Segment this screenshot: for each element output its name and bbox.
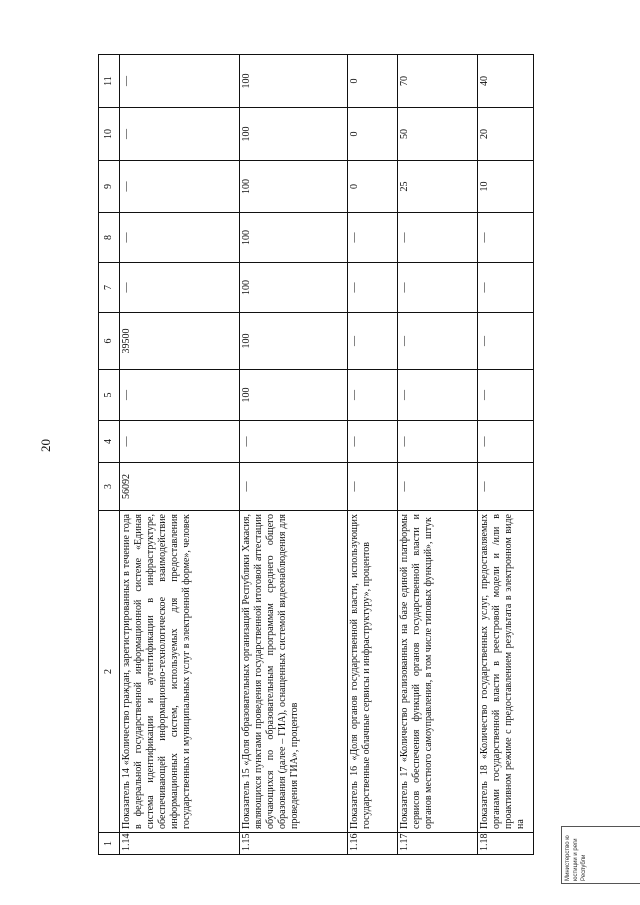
indicator-table <box>98 54 534 855</box>
header-cell: 2 <box>99 511 120 833</box>
header-cell: 5 <box>99 370 120 421</box>
row-value: — <box>120 421 240 463</box>
row-value: 0 <box>348 161 398 213</box>
row-value: — <box>398 213 478 263</box>
row-value: — <box>398 370 478 421</box>
row-value: — <box>120 161 240 213</box>
row-value: 100 <box>240 313 348 370</box>
rotated-table-container <box>98 55 534 855</box>
row-description: Показатель 16 «Доля органов государственной власти, использующих государственные облачные сервисы и инфраструктуру», процентов <box>348 511 398 833</box>
row-id: 1.14 <box>120 833 240 855</box>
row-value: 100 <box>240 161 348 213</box>
row-value: — <box>348 263 398 313</box>
row-value: 70 <box>398 55 478 108</box>
row-value: 0 <box>348 108 398 161</box>
table-row <box>348 55 398 855</box>
header-cell: 11 <box>99 55 120 108</box>
row-value: — <box>348 213 398 263</box>
row-id: 1.17 <box>398 833 478 855</box>
page-number: 20 <box>38 439 53 452</box>
row-description: Показатель 17 «Количество реализованных на базе единой платформы сервисов обеспечения функций органов государственной власти и органов местного самоуправления, в том числе типовых функций», штук <box>398 511 478 833</box>
header-cell: 1 <box>99 833 120 855</box>
row-value: — <box>120 263 240 313</box>
row-value: — <box>120 370 240 421</box>
row-value: 0 <box>348 55 398 108</box>
row-value: — <box>398 263 478 313</box>
row-value: — <box>348 313 398 370</box>
table-row <box>398 55 478 855</box>
header-cell: 9 <box>99 161 120 213</box>
row-value: 100 <box>240 55 348 108</box>
row-value: — <box>348 463 398 511</box>
header-row <box>99 55 120 855</box>
row-value: — <box>398 421 478 463</box>
row-value: 20 <box>478 108 534 161</box>
row-value: 100 <box>240 370 348 421</box>
table-row <box>120 55 240 855</box>
registration-stamp <box>561 826 640 884</box>
row-value: 40 <box>478 55 534 108</box>
row-value: 100 <box>240 263 348 313</box>
row-value: — <box>398 313 478 370</box>
row-value: — <box>478 463 534 511</box>
row-value: — <box>478 421 534 463</box>
row-description: Показатель 18 «Количество государственных услуг, предоставляемых органами государственной власти в реестровой модели и /или в проактивном режиме с предоставлением результата в электронном виде на <box>478 511 534 833</box>
stamp-line: Министерство ю <box>565 835 571 881</box>
row-value: — <box>120 108 240 161</box>
row-value: — <box>120 213 240 263</box>
row-value: — <box>478 313 534 370</box>
header-cell: 3 <box>99 463 120 511</box>
row-id: 1.15 <box>240 833 348 855</box>
row-value: — <box>348 370 398 421</box>
row-value: 39500 <box>120 313 240 370</box>
row-value: — <box>348 421 398 463</box>
header-cell: 8 <box>99 213 120 263</box>
row-value: — <box>120 55 240 108</box>
table-row <box>240 55 348 855</box>
header-cell: 10 <box>99 108 120 161</box>
row-id: 1.18 <box>478 833 534 855</box>
header-cell: 6 <box>99 313 120 370</box>
row-value: 10 <box>478 161 534 213</box>
row-value: — <box>398 463 478 511</box>
row-value: 100 <box>240 108 348 161</box>
row-id: 1.16 <box>348 833 398 855</box>
row-value: — <box>478 370 534 421</box>
row-value: 25 <box>398 161 478 213</box>
header-cell: 7 <box>99 263 120 313</box>
header-cell: 4 <box>99 421 120 463</box>
row-value: — <box>478 213 534 263</box>
stamp-line: Республи <box>581 854 587 881</box>
row-value: 50 <box>398 108 478 161</box>
row-value: 56092 <box>120 463 240 511</box>
stamp-line: юстиции и реги <box>573 838 579 881</box>
row-description: Показатель 15 «Доля образовательных организаций Республики Хакасия, являющихся пунктами проведения государственной итоговой аттестации обучающихся по образовательным программам среднего общего образования (далее – ГИА), оснащенных системой видеонаблюдения для проведения ГИА», процентов <box>240 511 348 833</box>
row-value: — <box>240 463 348 511</box>
row-value: — <box>478 263 534 313</box>
table-row <box>478 55 534 855</box>
row-value: — <box>240 421 348 463</box>
row-value: 100 <box>240 213 348 263</box>
row-description: Показатель 14 «Количество граждан, зарегистрированных в течение года в федеральной государственной информационной системе «Единая система идентификации и аутентификации в инфраструктуре, обеспечивающей информационно-технологическое взаимодействие информационных систем, используемых для предоставления государственных и муниципальных услуг в электронной форме», человек <box>120 511 240 833</box>
